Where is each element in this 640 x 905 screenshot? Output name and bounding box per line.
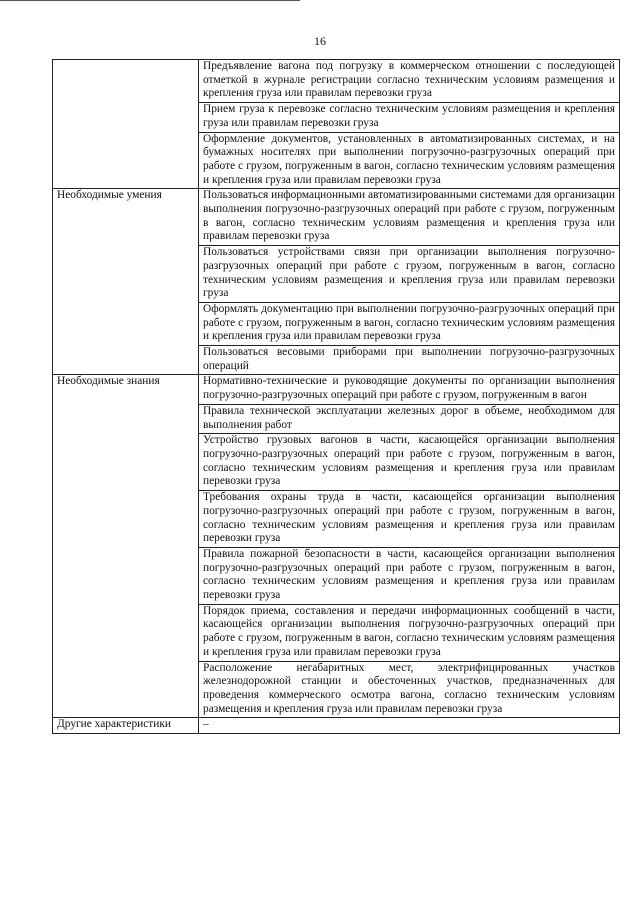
top-rule xyxy=(0,0,300,1)
section-label-other: Другие характеристики xyxy=(53,718,199,734)
table-row xyxy=(53,718,620,734)
table-cell: Порядок приема, составления и передачи информационных сообщений в части, касающейся организации выполнения погрузочно-разгрузочных операций при работе с грузом, погруженным в вагон, согласно техническим условиям размещения и крепления груза или правилам перевозки груза xyxy=(199,604,620,661)
table-cell: Правила технической эксплуатации железных дорог в объеме, необходимом для выполнения работ xyxy=(199,404,620,433)
table-cell: Прием груза к перевозке согласно техническим условиям размещения и крепления груза или правилам перевозки груза xyxy=(199,103,620,132)
page-number: 16 xyxy=(314,34,326,48)
table-cell: Требования охраны труда в части, касающейся организации выполнения погрузочно-разгрузочных операций при работе с грузом, погруженным в вагон, согласно техническим условиям размещения и крепления груза или правилам перевозки груза xyxy=(199,491,620,548)
requirements-table xyxy=(52,59,620,734)
table-cell: Оформление документов, установленных в автоматизированных системах, и на бумажных носителях при выполнении погрузочно-разгрузочных операций при работе с грузом, погруженным в вагон, согласно техническим условиям размещения и крепления груза или правилам перевозки груза xyxy=(199,132,620,189)
table-row xyxy=(53,375,620,404)
table-row xyxy=(53,189,620,246)
table-cell: Расположение негабаритных мест, электрифицированных участков железнодорожной станции и обесточенных участков, предназначенных для проведения коммерческого осмотра вагона, согласно техническим условиям размещения и крепления груза или правилам перевозки груза xyxy=(199,661,620,718)
table-cell: Пользоваться весовыми приборами при выполнении погрузочно-разгрузочных операций xyxy=(199,346,620,375)
section-label-skills: Необходимые умения xyxy=(53,189,199,375)
section-label-continued xyxy=(53,60,199,189)
table-cell: – xyxy=(199,718,620,734)
table-row xyxy=(53,60,620,103)
table-cell: Нормативно-технические и руководящие документы по организации выполнения погрузочно-разгрузочных операций при работе с грузом, погруженным в вагон xyxy=(199,375,620,404)
table-cell: Предъявление вагона под погрузку в коммерческом отношении с последующей отметкой в журнале регистрации согласно техническим условиям размещения и крепления груза или правилам перевозки груза xyxy=(199,60,620,103)
table-cell: Пользоваться устройствами связи при организации выполнения погрузочно-разгрузочных операций при работе с грузом, погруженным в вагон, согласно техническим условиям размещения и крепления груза или правилам перевозки груза xyxy=(199,246,620,303)
table-cell: Оформлять документацию при выполнении погрузочно-разгрузочных операций при работе с грузом, погруженным в вагон, согласно техническим условиям размещения и крепления груза или правилам перевозки груза xyxy=(199,302,620,345)
section-label-knowledge: Необходимые знания xyxy=(53,375,199,718)
table-cell: Пользоваться информационными автоматизированными системами для организации выполнения погрузочно-разгрузочных операций при работе с грузом, погруженным в вагон, согласно техническим условиям размещения и крепления груза или правилам перевозки груза xyxy=(199,189,620,246)
table-cell: Правила пожарной безопасности в части, касающейся организации выполнения погрузочно-разгрузочных операций при работе с грузом, погруженным в вагон, согласно техническим условиям размещения и крепления груза или правилам перевозки груза xyxy=(199,547,620,604)
table-cell: Устройство грузовых вагонов в части, касающейся организации выполнения погрузочно-разгрузочных операций при работе с грузом, погруженным в вагон, согласно техническим условиям размещения и крепления груза или правилам перевозки груза xyxy=(199,434,620,491)
